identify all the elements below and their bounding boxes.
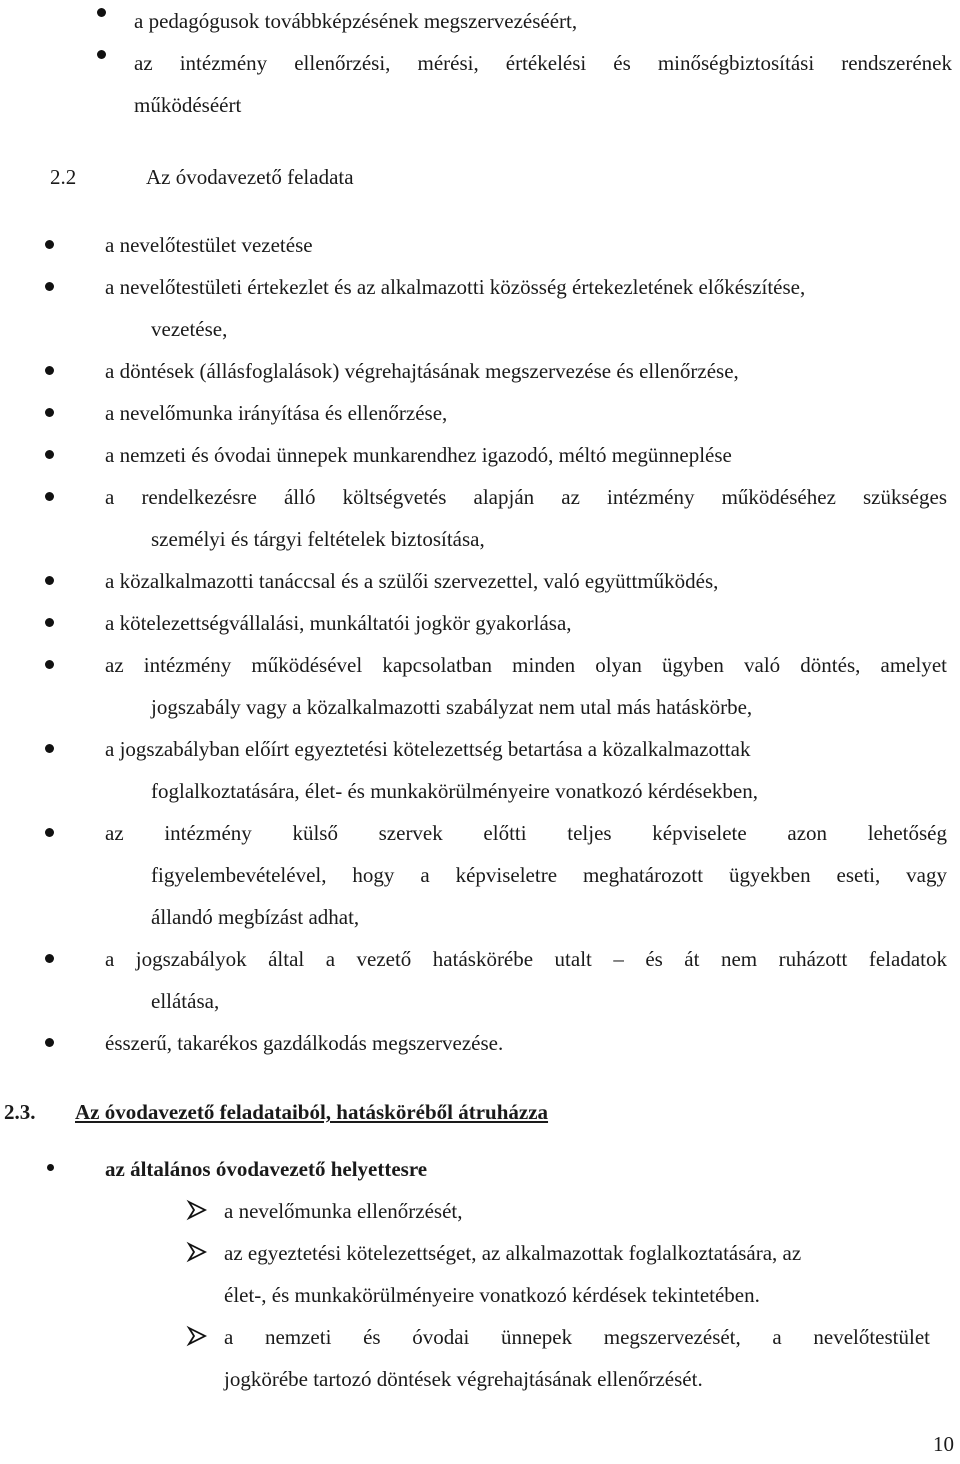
bullet-icon (45, 408, 54, 417)
list-item: a nevelőtestületi értekezlet és az alkalmazotti közösség értekezletének előkészítése, vezetése, (0, 266, 955, 350)
bullet-icon (45, 660, 54, 669)
arrow-bullet-icon (186, 1325, 208, 1347)
section-number: 2.2 (50, 165, 77, 189)
bullet-icon (97, 50, 106, 59)
list-item: a nevelőmunka ellenőrzését, (0, 1190, 960, 1232)
section-title: Az óvodavezető feladataiból, hatásköréből átruházza (75, 1100, 549, 1124)
list-item: ésszerű, takarékos gazdálkodás megszervezése. (0, 1022, 955, 1064)
bullet-icon (45, 282, 54, 291)
page-number: 10 (933, 1432, 954, 1456)
bullet-icon (45, 954, 54, 963)
section-heading (4, 1091, 548, 1133)
section-title: Az óvodavezető feladata (146, 165, 354, 189)
list-item: az egyeztetési kötelezettséget, az alkalmazottak foglalkoztatására, az élet-, és munkakörülményeire vonatkozó kérdések tekintetében. (0, 1232, 960, 1316)
list-item: a nevelőmunka irányítása és ellenőrzése, (0, 392, 955, 434)
list-item: a rendelkezésre álló költségvetés alapján az intézmény működéséhez szükséges személyi és tárgyi feltételek biztosítása, (0, 476, 955, 560)
deputy-heading: az általános óvodavezető helyettesre (105, 1148, 427, 1190)
list-item: az intézmény külső szervek előtti teljes képviselete azon lehetőség figyelembevételével, hogy a képviseletre meghatározott ügyekben eseti, vagy állandó megbízást adhat, (0, 812, 955, 938)
duty-list (0, 224, 955, 1064)
section-number: 2.3. (4, 1100, 36, 1124)
list-item: a nemzeti és óvodai ünnepek munkarendhez igazodó, méltó megünneplése (0, 434, 955, 476)
bullet-icon (45, 1038, 54, 1047)
section-heading (50, 156, 354, 198)
list-item: a közalkalmazotti tanáccsal és a szülői szervezettel, való együttműködés, (0, 560, 955, 602)
bullet-icon (45, 366, 54, 375)
arrow-bullet-icon (186, 1241, 208, 1263)
list-item: a jogszabályok által a vezető hatáskörébe utalt – és át nem ruházott feladatok ellátása, (0, 938, 955, 1022)
list-item: a nemzeti és óvodai ünnepek megszervezését, a nevelőtestület jogkörébe tartozó döntések végrehajtásának ellenőrzését. (0, 1316, 960, 1400)
delegated-duties-list (0, 1190, 960, 1400)
list-item: az intézmény ellenőrzési, mérési, értékelési és minőségbiztosítási rendszerének működéséért (0, 42, 960, 126)
bullet-icon (45, 618, 54, 627)
list-item: a kötelezettségvállalási, munkáltatói jogkör gyakorlása, (0, 602, 955, 644)
list-item: a döntések (állásfoglalások) végrehajtásának megszervezése és ellenőrzése, (0, 350, 955, 392)
list-item: a nevelőtestület vezetése (0, 224, 955, 266)
bullet-icon (97, 8, 106, 17)
bullet-icon (47, 1164, 54, 1171)
bullet-icon (45, 576, 54, 585)
arrow-bullet-icon (186, 1199, 208, 1221)
responsibility-list (0, 0, 960, 126)
bullet-icon (45, 450, 54, 459)
bullet-icon (45, 240, 54, 249)
list-item: a pedagógusok továbbképzésének megszervezéséért, (0, 0, 960, 42)
bullet-icon (45, 744, 54, 753)
bullet-icon (45, 828, 54, 837)
list-item: az intézmény működésével kapcsolatban minden olyan ügyben való döntés, amelyet jogszabály vagy a közalkalmazotti szabályzat nem utal más hatáskörbe, (0, 644, 955, 728)
list-item: a jogszabályban előírt egyeztetési kötelezettség betartása a közalkalmazottak foglalkoztatására, élet- és munkakörülményeire vonatkozó kérdésekben, (0, 728, 955, 812)
bullet-icon (45, 492, 54, 501)
